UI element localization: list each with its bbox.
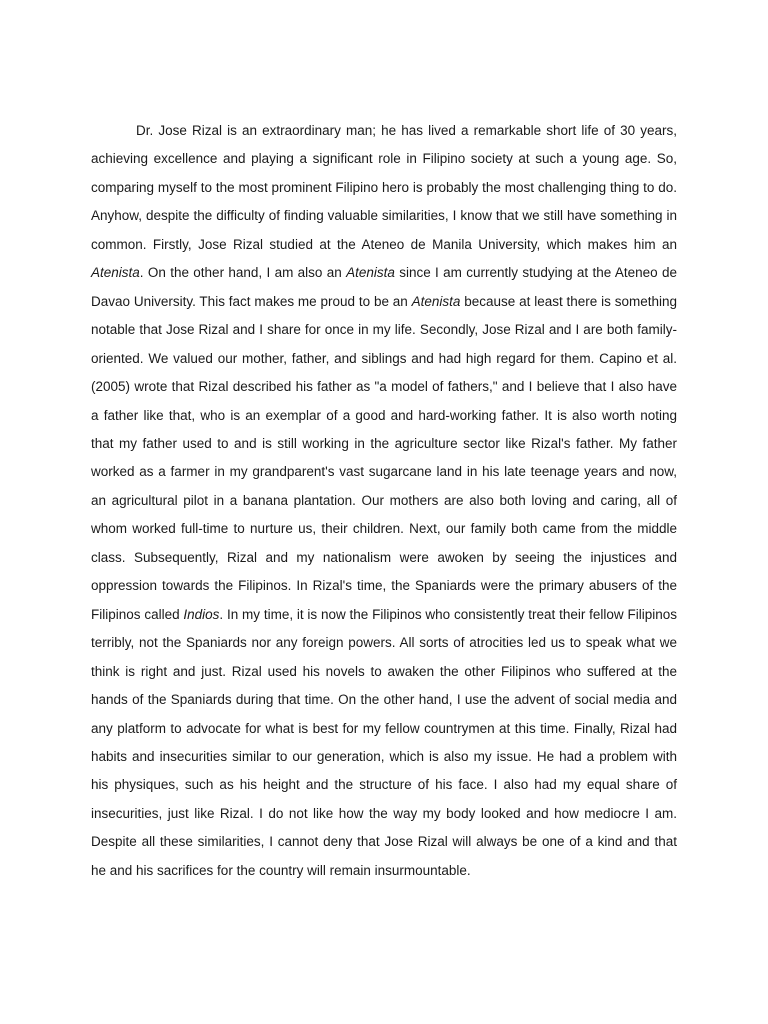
document-page xyxy=(91,117,677,885)
essay-paragraph xyxy=(91,117,677,885)
text-run: Dr. Jose Rizal is an extraordinary man; he has lived a remarkable short life of 30 years, achieving excellence and playing a significant role in Filipino society at such a young age. So, comparing myself to the most prominent Filipino hero is probably the most challenging thing to do. Anyhow, despite the difficulty of finding valuable similarities, I know that we still have something in common. Firstly, Jose Rizal studied at the Ateneo de Manila University, which makes him an xyxy=(91,123,677,252)
text-run: since I am currently studying at the Ateneo de Davao University. This fact makes me proud to be an xyxy=(91,265,677,309)
italic-term: Atenista xyxy=(346,265,395,281)
italic-term: Indios xyxy=(183,606,220,622)
text-run: because at least there is something notable that Jose Rizal and I share for once in my life. Secondly, Jose Rizal and I are both family-oriented. We valued our mother, father, and siblings and had high regard for them. Capino et al. (2005) wrote that Rizal described his father as "a model of fathers," and I believe that I also have a father like that, who is an exemplar of a good and hard-working father. It is also worth noting that my father used to and is still working in the agriculture sector like Rizal's father. My father worked as a farmer in my grandparent's vast sugarcane land in his late teenage years and now, an agricultural pilot in a banana plantation. Our mothers are also both loving and caring, all of whom worked full-time to nurture us, their children. Next, our family both came from the middle class. Subsequently, Rizal and my nationalism were awoken by seeing the injustices and oppression towards the Filipinos. In Rizal's time, the Spaniards were the primary abusers of the Filipinos called xyxy=(91,293,677,622)
text-run: . In my time, it is now the Filipinos who consistently treat their fellow Filipinos terribly, not the Spaniards nor any foreign powers. All sorts of atrocities led us to speak what we think is right and just. Rizal used his novels to awaken the other Filipinos who suffered at the hands of the Spaniards during that time. On the other hand, I use the advent of social media and any platform to advocate for what is best for my fellow countrymen at this time. Finally, Rizal had habits and insecurities similar to our generation, which is also my issue. He had a problem with his physiques, such as his height and the structure of his face. I also had my equal share of insecurities, just like Rizal. I do not like how the way my body looked and how mediocre I am. Despite all these similarities, I cannot deny that Jose Rizal will always be one of a kind and that he and his sacrifices for the country will remain insurmountable. xyxy=(91,606,677,878)
text-run: . On the other hand, I am also an xyxy=(139,265,347,281)
italic-term: Atenista xyxy=(91,265,140,281)
italic-term: Atenista xyxy=(411,293,461,309)
